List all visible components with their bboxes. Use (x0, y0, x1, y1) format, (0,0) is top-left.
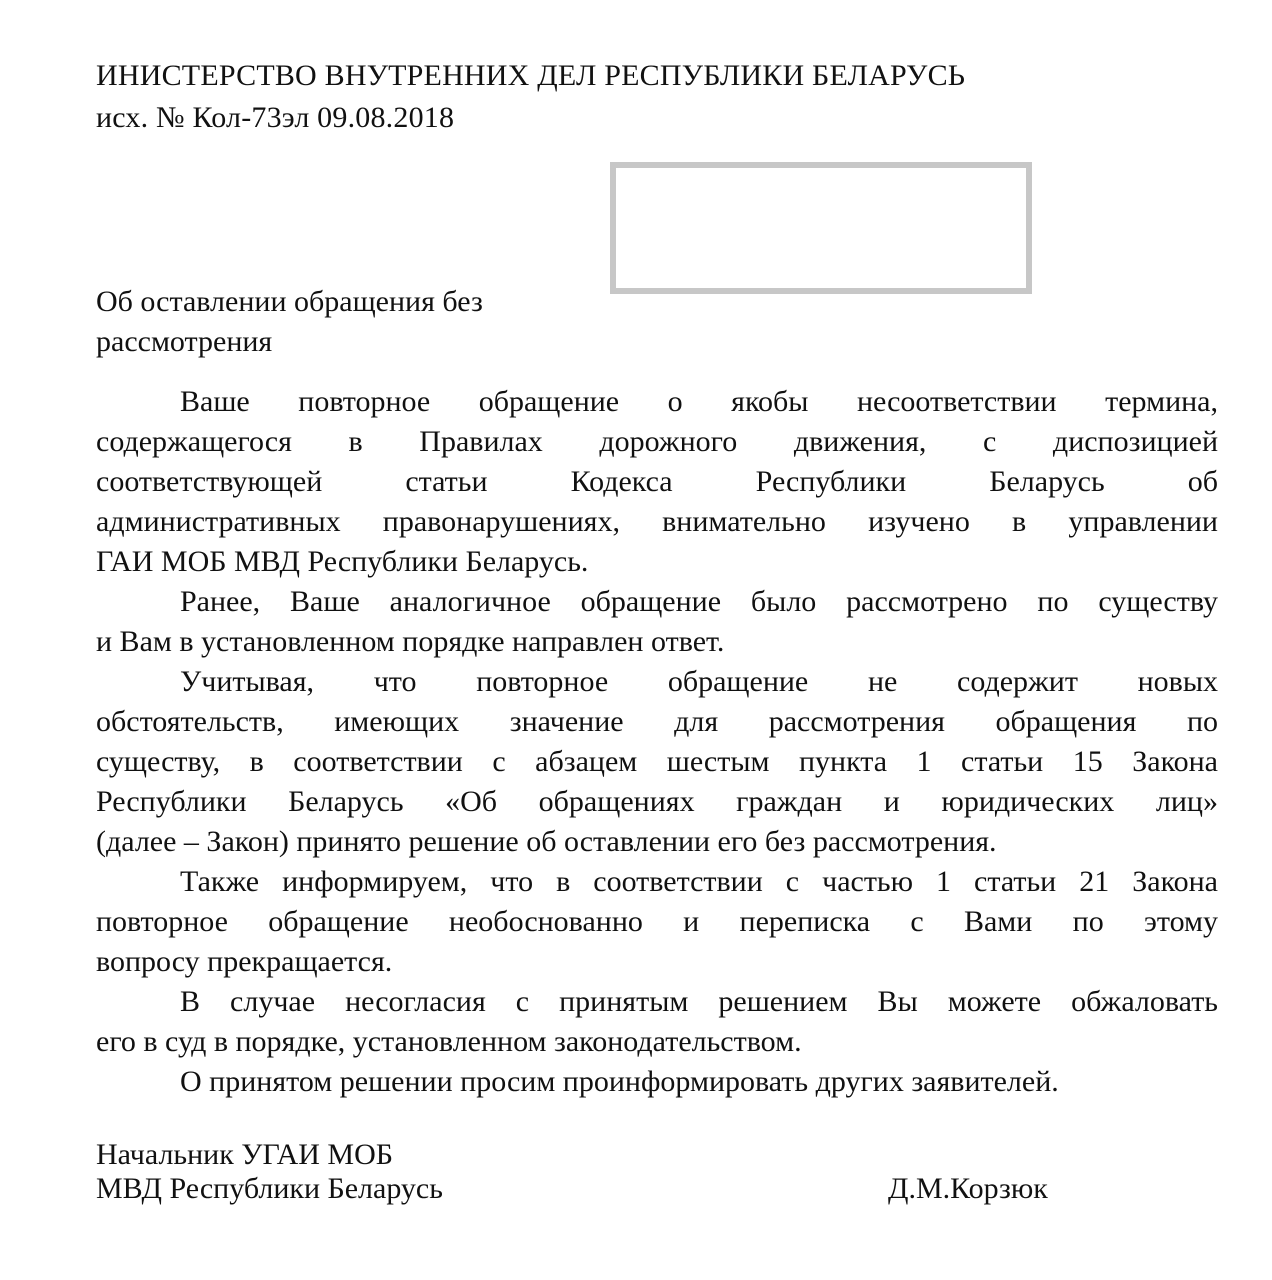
subject-line: Об оставлении обращения без (96, 285, 483, 318)
body-line: (далее – Закон) принято решение об оставлении его без рассмотрения. (96, 825, 997, 858)
body-line: содержащегося в Правилах дорожного движения, с диспозицией (96, 425, 1218, 458)
body-line: повторное обращение необоснованно и переписка с Вами по этому (96, 905, 1218, 938)
body-line: соответствующей статьи Кодекса Республики Беларусь об (96, 465, 1218, 498)
body-line: ГАИ МОБ МВД Республики Беларусь. (96, 545, 589, 578)
signatory-position: Начальник УГАИ МОБ (96, 1138, 393, 1171)
body-line: существу, в соответствии с абзацем шестым пункта 1 статьи 15 Закона (96, 745, 1218, 778)
recipient-address-box (610, 162, 1032, 294)
organization-name: ИНИСТЕРСТВО ВНУТРЕННИХ ДЕЛ РЕСПУБЛИКИ БЕЛАРУСЬ (96, 59, 966, 92)
body-line: обстоятельств, имеющих значение для рассмотрения обращения по (96, 705, 1218, 738)
body-line: и Вам в установленном порядке направлен ответ. (96, 625, 725, 658)
body-line: Республики Беларусь «Об обращениях граждан и юридических лиц» (96, 785, 1218, 818)
body-line: Также информируем, что в соответствии с частью 1 статьи 21 Закона (180, 865, 1218, 898)
body-line: Ранее, Ваше аналогичное обращение было рассмотрено по существу (180, 585, 1218, 618)
letter-body (96, 382, 1218, 1102)
signature-block (96, 1138, 1096, 1206)
body-line: В случае несогласия с принятым решением Вы можете обжаловать (180, 985, 1218, 1018)
body-line: административных правонарушениях, внимательно изучено в управлении (96, 505, 1218, 538)
signatory-name: Д.М.Корзюк (888, 1172, 1048, 1205)
letter-subject (96, 286, 566, 366)
body-line: вопросу прекращается. (96, 945, 393, 978)
body-line: Ваше повторное обращение о якобы несоответствии термина, (180, 385, 1218, 418)
subject-line: рассмотрения (96, 325, 273, 358)
body-line: О принятом решении просим проинформировать других заявителей. (180, 1065, 1059, 1098)
body-line: Учитывая, что повторное обращение не содержит новых (180, 665, 1218, 698)
signatory-position: МВД Республики Беларусь (96, 1172, 443, 1205)
outgoing-reference: исх. № Кол-73эл 09.08.2018 (96, 101, 455, 134)
body-line: его в суд в порядке, установленном законодательством. (96, 1025, 802, 1058)
